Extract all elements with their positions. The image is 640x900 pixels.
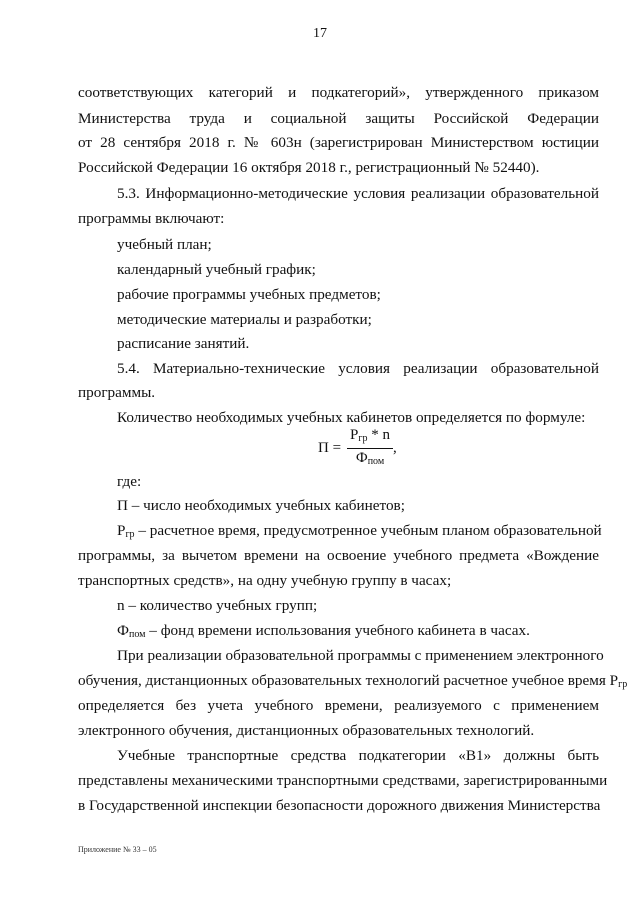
formula-den-subscript: пом [367,456,385,467]
formula-num-subscript: гр [358,433,368,444]
sec54-heading: 5.4. Материально-технические условия реализации образовательной [117,360,599,377]
def-f-symbol: Ф [117,622,129,639]
list-item: учебный план; [117,236,212,253]
formula-tail: , [393,440,397,456]
def-f-subscript: пом [129,629,146,640]
sec53-heading: 5.3. Информационно-методические условия реализации образовательной [117,185,599,202]
formula-num-symbol: Р [350,427,359,443]
list-item: календарный учебный график; [117,261,316,278]
para-b1-line1: Учебные транспортные средства подкатегории «В1» должны быть [117,747,599,764]
def-rgr-line1 [117,522,602,544]
para1-line4: Российской Федерации 16 октября 2018 г., регистрационный № 52440). [78,159,540,176]
footer-attachment-label: Приложение № 33 – 05 [78,845,157,854]
para-e-line2 [78,672,628,694]
formula-lhs: П = [318,440,342,456]
para1-line2: Министерства труда и социальной защиты Российской Федерации [78,110,599,127]
page-number: 17 [313,26,327,41]
formula-den-symbol: Ф [355,450,368,466]
def-f [117,622,530,644]
para1-line1: соответствующих категорий и подкатегорий», утвержденного приказом [78,84,599,101]
where-label: где: [117,473,142,490]
def-p: П – число необходимых учебных кабинетов; [117,497,405,514]
para-b1-line2: представлены механическими транспортными средствами, зарегистрированными [78,772,608,789]
def-f-text: – фонд времени использования учебного кабинета в часах. [145,622,530,639]
sec54-heading-cont: программы. [78,384,156,401]
cabinet-formula [318,427,397,470]
def-n: n – количество учебных групп; [117,597,318,614]
list-item: методические материалы и разработки; [117,311,372,328]
para1-line3: от 28 сентября 2018 г. № 603н (зарегистрирован Министерством юстиции [78,134,599,151]
def-rgr-line3: транспортных средств», на одну учебную группу в часах; [78,572,452,589]
formula-fraction [347,427,393,470]
def-rgr-symbol: Р [117,522,126,539]
para-e-line4: электронного обучения, дистанционных образовательных технологий. [78,722,535,739]
para-e-line2-subscript: гр [618,679,628,690]
para-e-line2-text: обучения, дистанционных образовательных технологий расчетное учебное время Р [78,672,619,689]
para-e-line1: При реализации образовательной программы с применением электронного [117,647,604,664]
formula-intro: Количество необходимых учебных кабинетов определяется по формуле: [117,409,586,426]
formula-num-rest: * n [367,427,390,443]
formula-numerator [347,427,393,449]
def-rgr-text: – расчетное время, предусмотренное учебным планом образовательной [134,522,602,539]
formula-denominator [356,449,384,470]
para-e-line3: определяется без учета учебного времени, реализуемого с применением [78,697,599,714]
list-item: расписание занятий. [117,335,250,352]
sec53-heading-cont: программы включают: [78,210,225,227]
def-rgr-line2: программы, за вычетом времени на освоение учебного предмета «Вождение [78,547,599,564]
para-b1-line3: в Государственной инспекции безопасности дорожного движения Министерства [78,797,601,814]
list-item: рабочие программы учебных предметов; [117,286,381,303]
def-rgr-subscript: гр [125,529,135,540]
